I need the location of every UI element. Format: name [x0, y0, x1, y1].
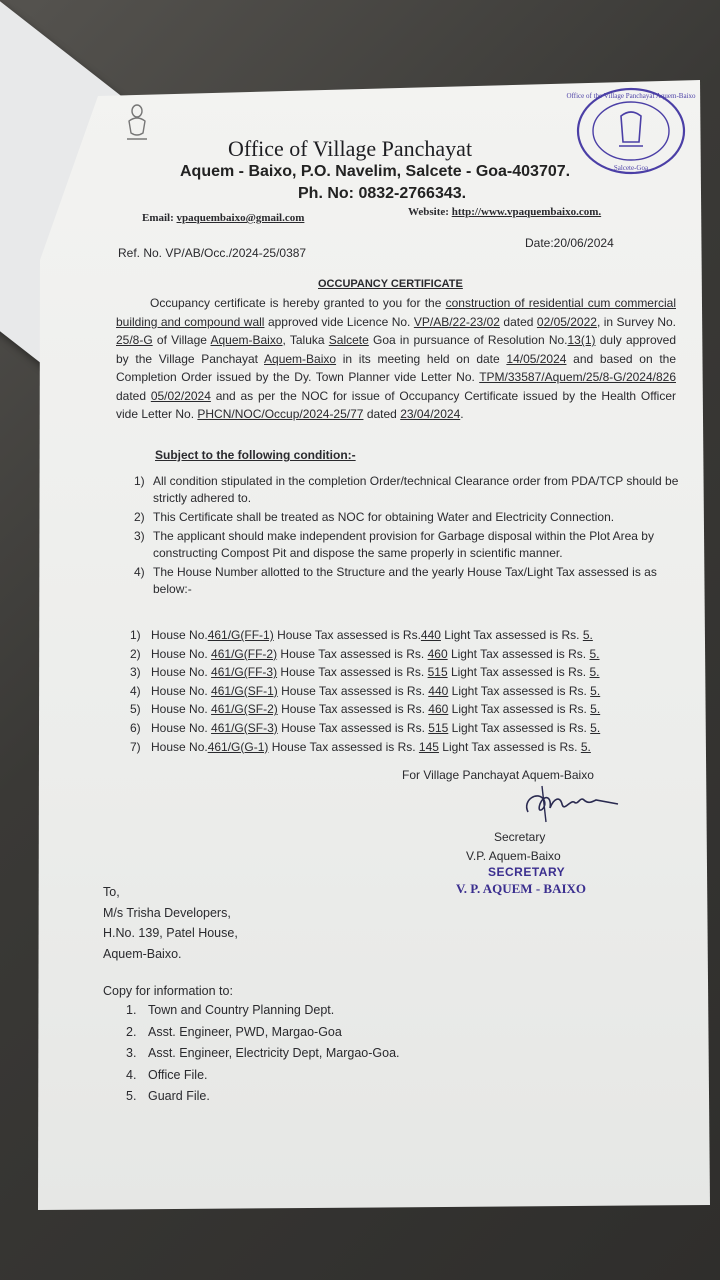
office-email	[142, 212, 304, 224]
copy-item: 4. Office File.	[126, 1067, 208, 1082]
certificate-date: Date:20/06/2024	[525, 236, 614, 250]
house-tax-item: 2) House No. 461/G(FF-2) House Tax assessed is Rs. 460 Light Tax assessed is Rs. 5.	[130, 646, 600, 661]
website-label: Website:	[408, 206, 449, 218]
copy-item: 2. Asst. Engineer, PWD, Margao-Goa	[126, 1024, 342, 1039]
tpm-letter: TPM/33587/Aquem/25/8-G/2024/826	[479, 370, 676, 384]
office-address: Aquem - Baixo, P.O. Navelim, Salcete - Goa-403707.	[180, 163, 571, 180]
email-link[interactable]: vpaquembaixo@gmail.com	[176, 212, 305, 224]
recipient-line: Aquem-Baixo.	[103, 946, 182, 961]
house-tax-item: 4) House No. 461/G(SF-1) House Tax assessed is Rs. 440 Light Tax assessed is Rs. 5.	[130, 683, 601, 698]
seal-ring-text: Office of the Village Panchayat Aquem-Baixo	[566, 92, 696, 100]
signature-title: Secretary	[494, 830, 546, 844]
office-title: Office of Village Panchayat	[228, 136, 473, 161]
condition-item: 3) The applicant should make independent provision for Garbage disposal within the Plot Area by constructing Compost Pit and dispose the same properly in scientific manner.	[134, 529, 654, 560]
office-website	[408, 206, 601, 218]
house-tax-item: 5) House No. 461/G(SF-2) House Tax assessed is Rs. 460 Light Tax assessed is Rs. 5.	[130, 702, 601, 717]
condition-item: 2) This Certificate shall be treated as NOC for obtaining Water and Electricity Connection.	[134, 510, 615, 524]
seal-bottom-text: Salcete-Goa	[613, 164, 649, 172]
secretary-signature	[518, 782, 628, 828]
recipient-line: H.No. 139, Patel House,	[103, 926, 238, 940]
conditions-heading: Subject to the following condition:-	[155, 448, 356, 462]
house-tax-item: 1) House No.461/G(FF-1) House Tax assessed is Rs.440 Light Tax assessed is Rs. 5.	[130, 628, 593, 642]
phcn-letter: PHCN/NOC/Occup/2024-25/77	[197, 407, 364, 421]
house-tax-item: 3) House No. 461/G(FF-3) House Tax assessed is Rs. 515 Light Tax assessed is Rs. 5.	[130, 665, 600, 680]
house-tax-list	[130, 626, 600, 756]
signature-for: For Village Panchayat Aquem-Baixo	[402, 768, 594, 782]
survey-number: 25/8-G	[116, 333, 153, 347]
copy-item: 5. Guard File.	[126, 1089, 210, 1103]
recipient-line: M/s Trisha Developers,	[103, 905, 231, 920]
conditions-list	[134, 473, 690, 600]
copy-heading: Copy for information to:	[103, 984, 233, 998]
copy-list	[126, 1000, 400, 1108]
panchayat-seal-icon	[566, 86, 696, 176]
condition-item: 4) The House Number allotted to the Structure and the yearly House Tax/Light Tax assessed is as below:-	[134, 565, 657, 596]
signature-org: V.P. Aquem-Baixo	[466, 849, 561, 863]
reference-number: Ref. No. VP/AB/Occ./2024-25/0387	[118, 246, 307, 260]
copy-item: 1. Town and Country Planning Dept.	[126, 1003, 335, 1017]
licence-number: VP/AB/22-23/02	[413, 314, 500, 329]
certificate-heading: OCCUPANCY CERTIFICATE	[318, 278, 463, 290]
copy-item: 3. Asst. Engineer, Electricity Dept, Margao-Goa.	[126, 1046, 400, 1060]
website-link[interactable]: http://www.vpaquembaixo.com.	[451, 206, 602, 218]
recipient-block	[103, 882, 238, 964]
certificate-body: Occupancy certificate is hereby granted to you for the construction of residential cum commercial building and compound wall approved vide Licence No. VP/AB/22-23/02 dated 02/05/2022, in Survey No. 25/8-G of Village Aquem-Baixo, Taluka Salcete Goa in pursuance of Resolution No.13(1) duly approved by the Village Panchayat Aquem-Baixo in its meeting held on date 14/05/2024 and based on the Completion Order issued by the Dy. Town Planner vide Letter No. TPM/33587/Aquem/25/8-G/2024/826 dated 05/02/2024 and as per the NOC for issue of Occupancy Certificate issued by the Health Officer vide Letter No. PHCN/NOC/Occup/2024-25/77 dated 23/04/2024.	[116, 296, 677, 421]
state-emblem-icon	[123, 103, 151, 143]
email-label: Email:	[142, 212, 174, 224]
secretary-stamp-line1: SECRETARY	[488, 865, 566, 879]
house-tax-item: 7) House No.461/G(G-1) House Tax assessed is Rs. 145 Light Tax assessed is Rs. 5.	[130, 739, 591, 754]
recipient-label: To,	[103, 885, 120, 899]
office-phone: Ph. No: 0832-2766343.	[298, 185, 467, 202]
house-tax-item: 6) House No. 461/G(SF-3) House Tax assessed is Rs. 515 Light Tax assessed is Rs. 5.	[130, 720, 601, 735]
secretary-stamp-line2: V. P. AQUEM - BAIXO	[456, 881, 587, 896]
condition-item: 1) All condition stipulated in the completion Order/technical Clearance order from PDA/TCP should be strictly adhered to.	[134, 474, 679, 505]
